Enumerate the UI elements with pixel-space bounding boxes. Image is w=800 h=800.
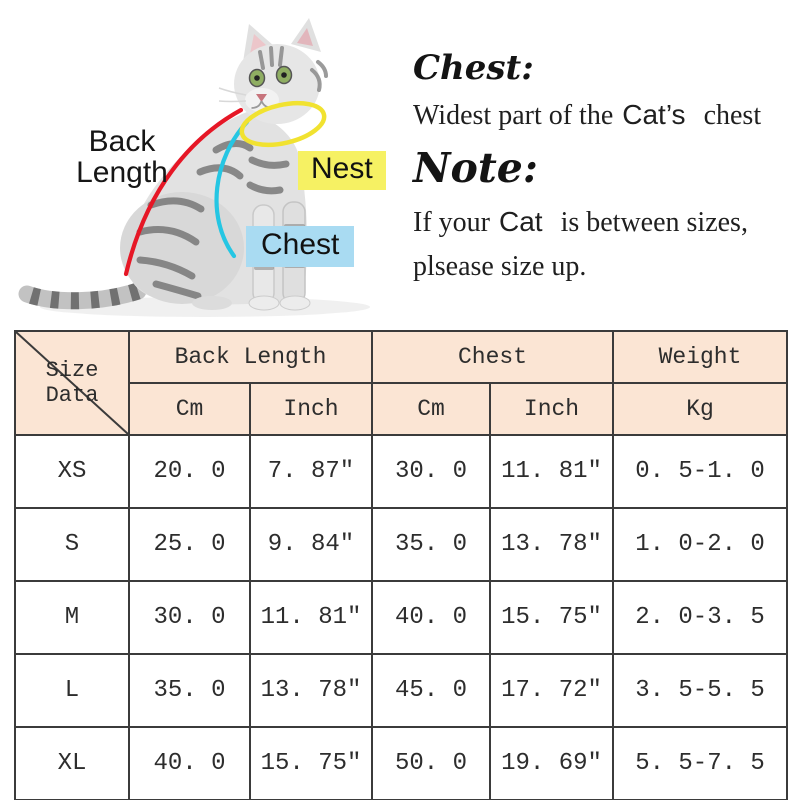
value-cell: 17. 72″ — [490, 654, 613, 727]
value-cell: 13. 78″ — [490, 508, 613, 581]
note-line1-suffix: is between sizes, — [560, 207, 748, 238]
value-cell: 50. 0 — [372, 727, 490, 800]
cat-tail — [27, 291, 138, 301]
value-cell: 13. 78″ — [250, 654, 372, 727]
back-length-label — [62, 126, 182, 188]
subheader-weight-kg: Kg — [613, 383, 787, 435]
value-cell: 15. 75″ — [490, 581, 613, 654]
note-line1-cat-word: Cat — [498, 206, 543, 237]
chest-description — [413, 99, 761, 132]
note-heading: Note: — [413, 144, 538, 192]
nest-label: Nest — [298, 151, 386, 190]
note-line1-prefix: If your — [413, 207, 490, 238]
corner-cell — [15, 331, 129, 435]
value-cell: 25. 0 — [129, 508, 250, 581]
subheader-chest-cm: Cm — [372, 383, 490, 435]
size-cell: L — [15, 654, 129, 727]
size-cell: XL — [15, 727, 129, 800]
value-cell: 7. 87″ — [250, 435, 372, 508]
value-cell: 20. 0 — [129, 435, 250, 508]
value-cell: 5. 5-7. 5 — [613, 727, 787, 800]
value-cell: 35. 0 — [129, 654, 250, 727]
cat-eye-left — [250, 70, 265, 87]
value-cell: 30. 0 — [129, 581, 250, 654]
value-cell: 35. 0 — [372, 508, 490, 581]
size-cell: XS — [15, 435, 129, 508]
col-group-back-length: Back Length — [129, 331, 372, 383]
size-table — [14, 330, 788, 800]
info-panel — [413, 0, 800, 330]
value-cell: 40. 0 — [129, 727, 250, 800]
cat-eye-right — [277, 67, 292, 84]
size-cell: S — [15, 508, 129, 581]
value-cell: 40. 0 — [372, 581, 490, 654]
table-row-m — [15, 581, 787, 654]
back-length-line2: Length — [76, 156, 168, 189]
value-cell: 30. 0 — [372, 435, 490, 508]
subheader-back-cm: Cm — [129, 383, 250, 435]
chest-desc-prefix: Widest part of the — [413, 100, 614, 131]
cat-figure — [0, 0, 410, 330]
chest-heading: Chest: — [413, 48, 534, 88]
value-cell: 3. 5-5. 5 — [613, 654, 787, 727]
chest-desc-suffix: chest — [703, 100, 762, 131]
value-cell: 1. 0-2. 0 — [613, 508, 787, 581]
chest-desc-cat-word: Cat’s — [622, 99, 686, 130]
value-cell: 45. 0 — [372, 654, 490, 727]
value-cell: 2. 0-3. 5 — [613, 581, 787, 654]
value-cell: 11. 81″ — [250, 581, 372, 654]
note-line-1 — [413, 206, 748, 239]
size-cell: M — [15, 581, 129, 654]
col-group-chest: Chest — [372, 331, 613, 383]
table-row-xs — [15, 435, 787, 508]
size-data-table — [14, 330, 788, 800]
subheader-back-inch: Inch — [250, 383, 372, 435]
chest-label: Chest — [246, 226, 354, 267]
table-row-l — [15, 654, 787, 727]
header-row-units — [15, 383, 787, 435]
value-cell: 19. 69″ — [490, 727, 613, 800]
subheader-chest-inch: Inch — [490, 383, 613, 435]
corner-label: Size Data — [45, 358, 99, 408]
col-group-weight: Weight — [613, 331, 787, 383]
header-row-groups — [15, 331, 787, 383]
note-line-2: plsease size up. — [413, 251, 587, 282]
value-cell: 9. 84″ — [250, 508, 372, 581]
back-length-line1: Back — [88, 125, 156, 158]
value-cell: 15. 75″ — [250, 727, 372, 800]
value-cell: 11. 81″ — [490, 435, 613, 508]
value-cell: 0. 5-1. 0 — [613, 435, 787, 508]
table-row-s — [15, 508, 787, 581]
table-row-xl — [15, 727, 787, 800]
